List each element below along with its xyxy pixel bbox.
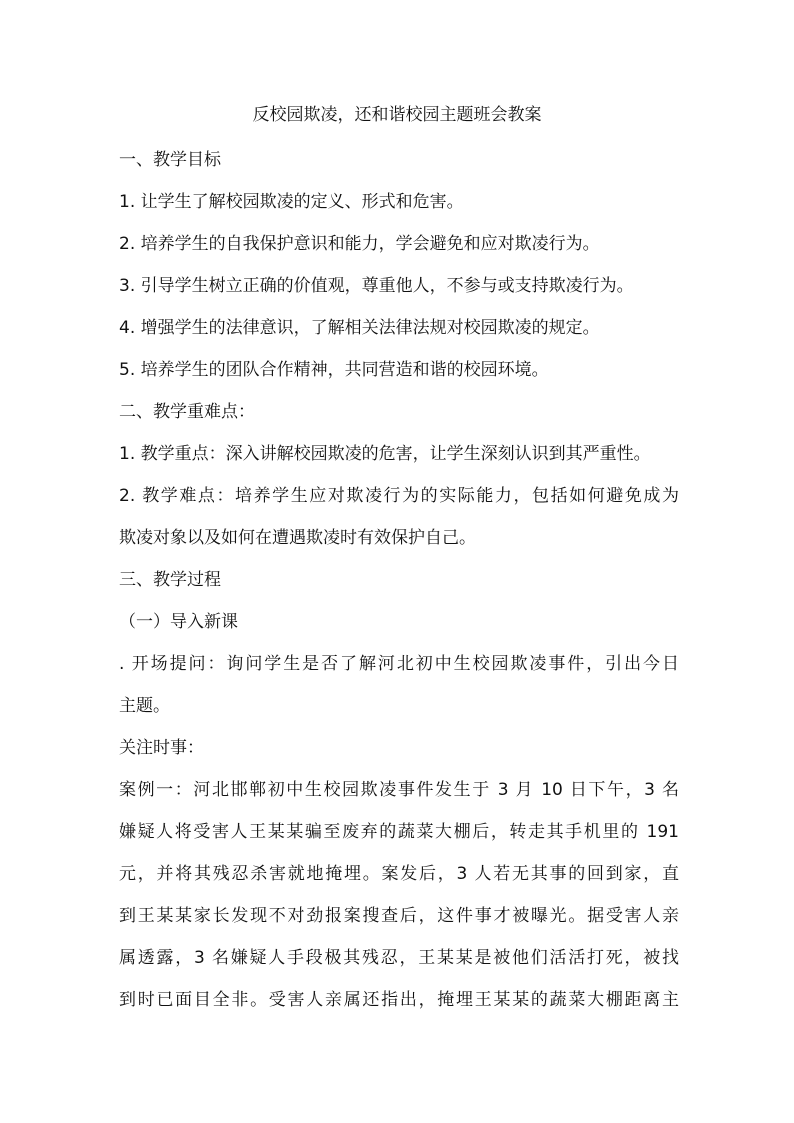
case-paragraph-line: 属透露，3 名嫌疑人手段极其残忍，王某某是被他们活活打死，被找 [119, 948, 679, 968]
objective-item-4: 4. 增强学生的法律意识，了解相关法律法规对校园欺凌的规定。 [119, 318, 600, 338]
case-paragraph-line: 案例一：河北邯郸初中生校园欺凌事件发生于 3 月 10 日下午，3 名 [119, 780, 679, 800]
key-point-item-1: 1. 教学重点：深入讲解校园欺凌的危害，让学生深刻认识到其严重性。 [119, 444, 651, 464]
key-point-item-2-continued: 欺凌对象以及如何在遭遇欺凌时有效保护自己。 [119, 528, 476, 548]
intro-question-line-1: . 开场提问：询问学生是否了解河北初中生校园欺凌事件，引出今日 [119, 654, 679, 674]
subsection-heading-intro: （一）导入新课 [119, 612, 238, 632]
case-paragraph-line: 到时已面目全非。受害人亲属还指出，掩埋王某某的蔬菜大棚距离主 [119, 990, 679, 1010]
objective-item-1: 1. 让学生了解校园欺凌的定义、形式和危害。 [119, 192, 464, 212]
intro-question-line-2: 主题。 [119, 696, 170, 716]
current-events-label: 关注时事： [119, 738, 204, 758]
case-paragraph-line: 元，并将其残忍杀害就地掩埋。案发后，3 人若无其事的回到家，直 [119, 864, 679, 884]
section-heading-objectives: 一、教学目标 [119, 150, 221, 170]
key-point-item-2: 2. 教学难点：培养学生应对欺凌行为的实际能力，包括如何避免成为 [119, 486, 679, 506]
document-title: 反校园欺凌，还和谐校园主题班会教案 [252, 105, 542, 125]
case-paragraph-line: 到王某某家长发现不对劲报案搜查后，这件事才被曝光。据受害人亲 [119, 906, 679, 926]
section-heading-key-points: 二、教学重难点： [119, 402, 255, 422]
objective-item-3: 3. 引导学生树立正确的价值观，尊重他人，不参与或支持欺凌行为。 [119, 276, 634, 296]
case-paragraph-line: 嫌疑人将受害人王某某骗至废弃的蔬菜大棚后，转走其手机里的 191 [119, 822, 679, 842]
objective-item-2: 2. 培养学生的自我保护意识和能力，学会避免和应对欺凌行为。 [119, 234, 600, 254]
objective-item-5: 5. 培养学生的团队合作精神，共同营造和谐的校园环境。 [119, 360, 549, 380]
section-heading-process: 三、教学过程 [119, 570, 221, 590]
